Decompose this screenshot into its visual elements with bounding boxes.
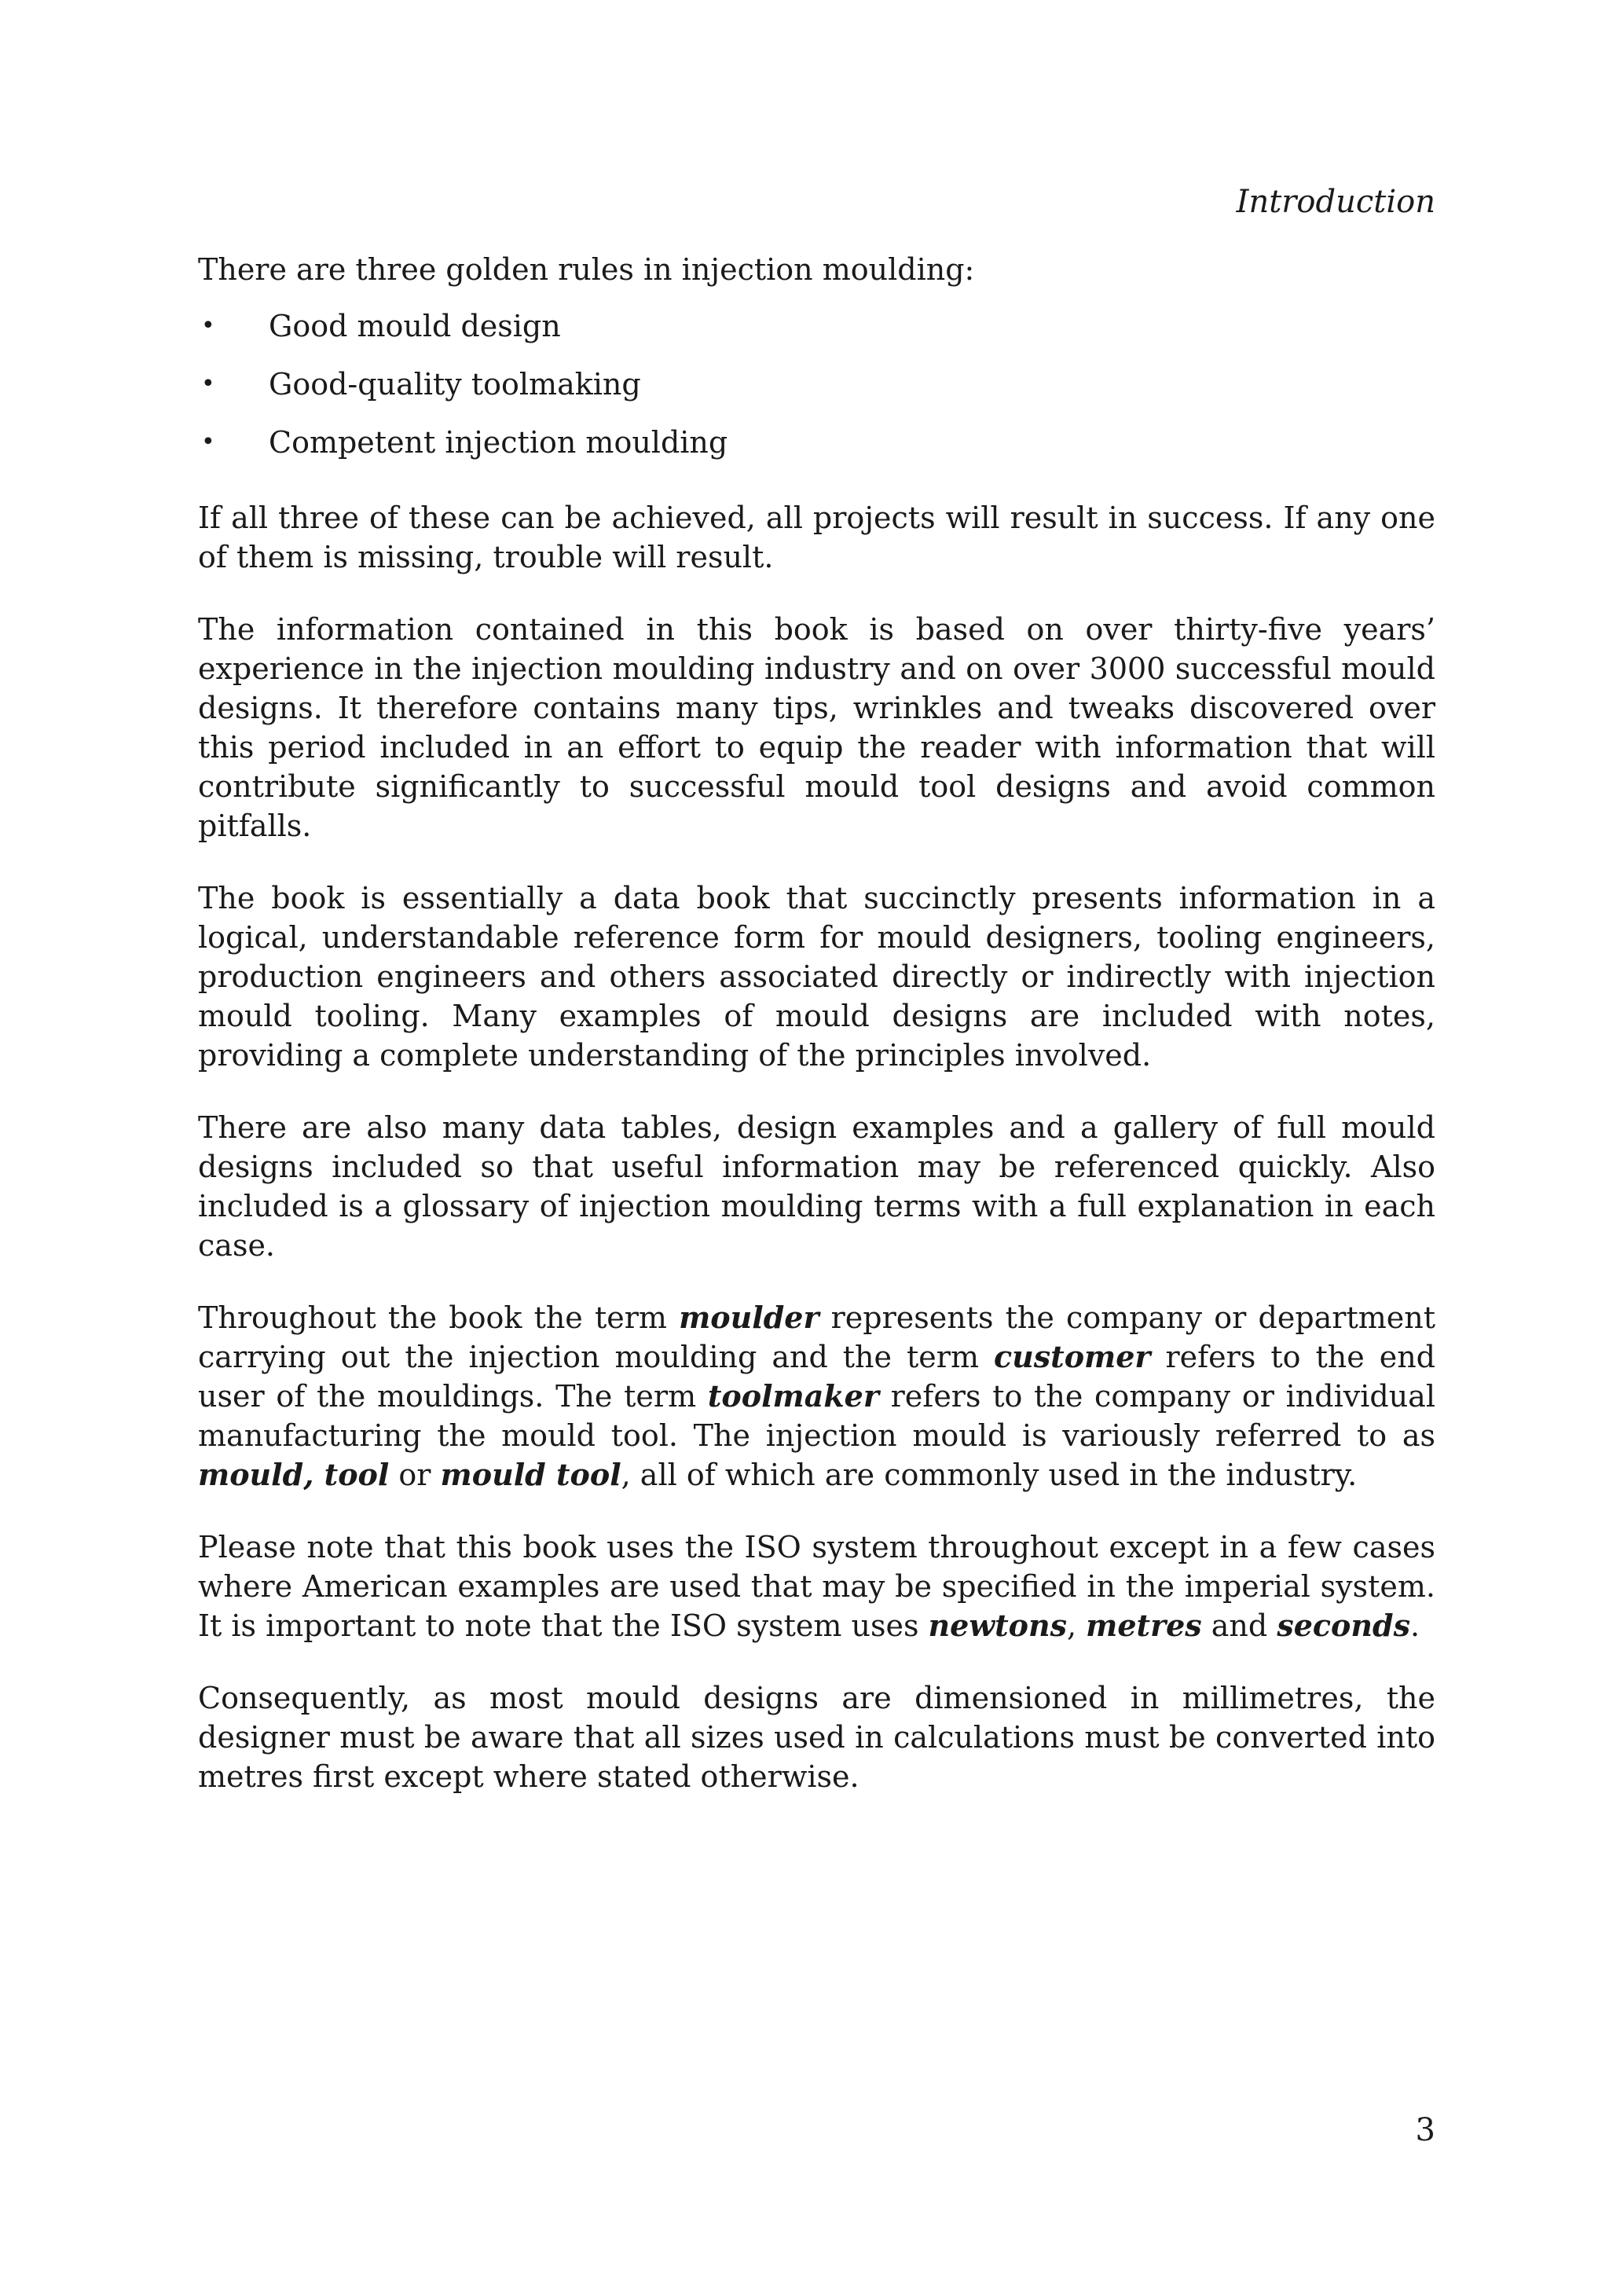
term-mould-tool-combined: mould tool	[440, 1457, 621, 1492]
term-mould-tool: mould, tool	[198, 1457, 390, 1492]
golden-rules-list	[198, 306, 1435, 462]
list-item	[198, 365, 1435, 404]
text-span: .	[1409, 1608, 1420, 1643]
list-item-label: Competent injection moulding	[269, 425, 728, 460]
body-text	[198, 250, 1435, 1829]
term-metres: metres	[1086, 1608, 1202, 1643]
text-span: and	[1201, 1608, 1277, 1643]
term-newtons: newtons	[928, 1608, 1067, 1643]
list-item	[198, 423, 1435, 462]
term-toolmaker: toolmaker	[707, 1378, 879, 1414]
running-head: Introduction	[1236, 184, 1435, 220]
paragraph-tables-glossary: There are also many data tables, design examples and a gallery of full mould designs included so that useful information may be referenced quickly. Also included is a glossary of injection moulding terms with a full explanation in each case.	[198, 1110, 1435, 1263]
paragraph-data-book: The book is essentially a data book that succinctly presents information in a logical, understandable reference form for mould designers, tooling engineers, production engineers and others associated directly or indirectly with injection mould tooling. Many examples of mould designs are included with notes, providing a complete understanding of the principles involved.	[198, 881, 1435, 1073]
term-seconds: seconds	[1277, 1608, 1410, 1643]
text-span: represents the company or department carrying out the injection moulding and the term	[198, 1300, 1435, 1374]
paragraph-terminology	[198, 1298, 1435, 1495]
paragraph-conversion: Consequently, as most mould designs are dimensioned in millimetres, the designer must be aware that all sizes used in calculations must be converted into metres first except where stated otherwise.	[198, 1681, 1435, 1794]
text-span: refers to the company or individual manufacturing the mould tool. The injection mould is variously referred to as	[198, 1379, 1435, 1453]
list-item	[198, 306, 1435, 346]
intro-paragraph: There are three golden rules in injection moulding:	[198, 252, 975, 287]
list-item-label: Good mould design	[269, 309, 561, 343]
text-span: or	[389, 1458, 441, 1492]
paragraph-experience: The information contained in this book is based on over thirty-five years’ experience in the injection moulding industry and on over 3000 successful mould designs. It therefore contains many tips, wrinkles and tweaks discovered over this period included in an effort to equip the reader with information that will contribute significantly to successful mould tool designs and avoid common pitfalls.	[198, 612, 1435, 843]
paragraph-success: If all three of these can be achieved, all projects will result in success. If any one of them is missing, trouble will result.	[198, 501, 1435, 574]
bullet-icon: •	[201, 312, 215, 339]
text-span: Throughout the book the term	[198, 1300, 680, 1335]
text-span: refers to the end user of the mouldings. The term	[198, 1340, 1436, 1414]
bullet-icon: •	[201, 428, 215, 456]
text-span: Please note that this book uses the ISO system throughout except in a few cases where American examples are used that may be specified in the imperial system. It is important to note that the ISO system uses	[198, 1530, 1435, 1643]
text-span: ,	[1066, 1608, 1087, 1643]
page-number: 3	[1415, 2112, 1435, 2148]
term-customer: customer	[993, 1339, 1151, 1374]
text-span: , all of which are commonly used in the industry.	[621, 1458, 1358, 1492]
list-item-label: Good-quality toolmaking	[269, 367, 641, 402]
paragraph-iso-system	[198, 1528, 1435, 1645]
term-moulder: moulder	[679, 1300, 819, 1335]
bullet-icon: •	[201, 370, 215, 398]
